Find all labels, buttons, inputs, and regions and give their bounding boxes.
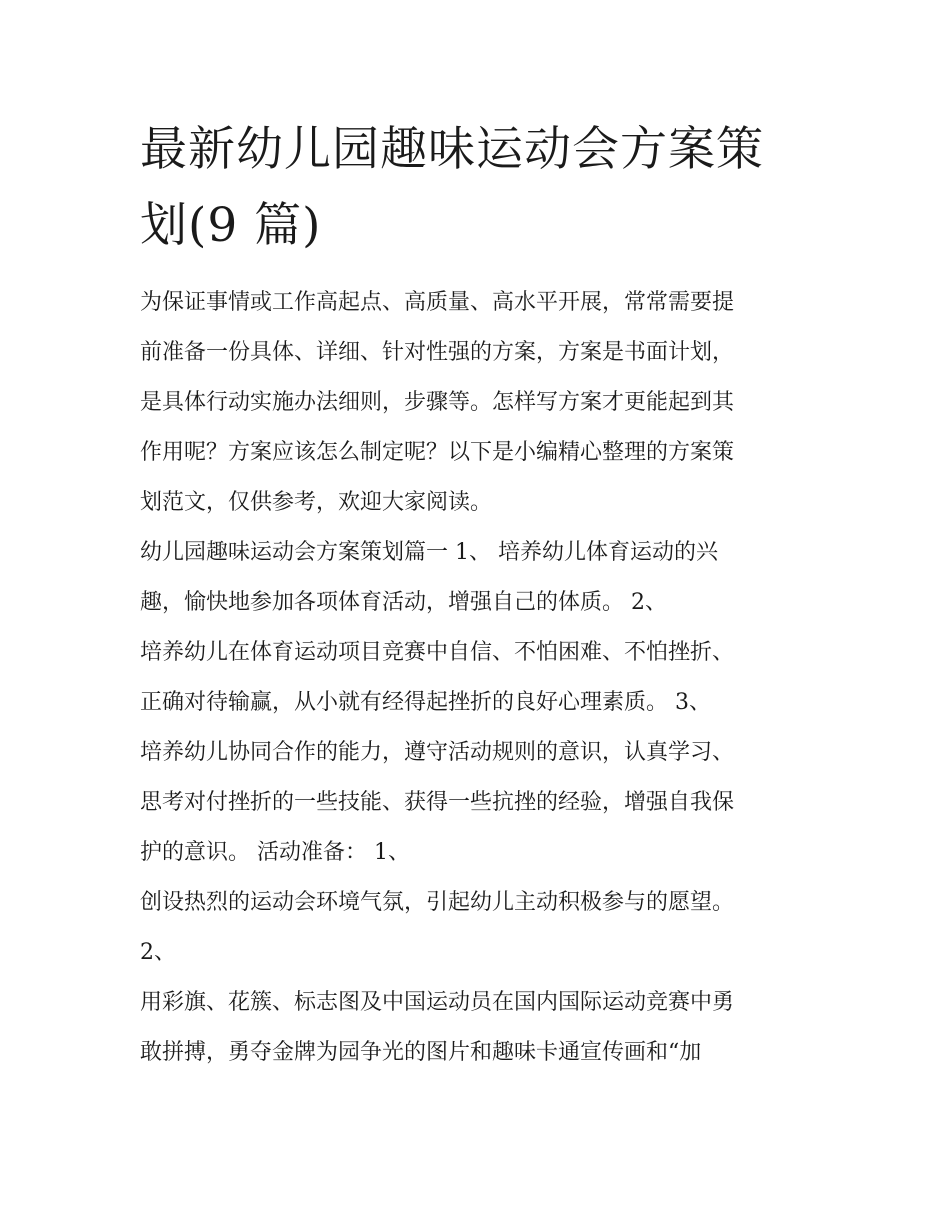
body-line: 正确对待输赢，从小就有经得起挫折的良好心理素质。 3、 [140, 690, 711, 715]
body-line: 划范文，仅供参考，欢迎大家阅读。 [140, 490, 493, 515]
body-line: 创设热烈的运动会环境气氛，引起幼儿主动积极参与的愿望。 [140, 890, 735, 915]
document-body [140, 278, 820, 1078]
body-line: 作用呢？方案应该怎么制定呢？以下是小编精心整理的方案策 [140, 440, 735, 465]
body-line: 幼儿园趣味运动会方案策划篇一 1、 培养幼儿体育运动的兴 [140, 540, 718, 565]
title-line-1: 最新幼儿园趣味运动会方案策 [140, 122, 764, 177]
body-line: 前准备一份具体、详细、针对性强的方案，方案是书面计划， [140, 340, 735, 365]
document-title [140, 112, 820, 264]
body-line: 护的意识。 活动准备： 1、 [140, 840, 410, 865]
body-line: 敢拼搏，勇夺金牌为园争光的图片和趣味卡通宣传画和“加 [140, 1040, 702, 1065]
body-line: 用彩旗、花簇、标志图及中国运动员在国内国际运动竞赛中勇 [140, 990, 735, 1015]
body-line: 培养幼儿协同合作的能力，遵守活动规则的意识，认真学习、 [140, 740, 735, 765]
body-line: 为保证事情或工作高起点、高质量、高水平开展，常常需要提 [140, 290, 735, 315]
body-line: 思考对付挫折的一些技能、获得一些抗挫的经验，增强自我保 [140, 790, 735, 815]
body-line: 培养幼儿在体育运动项目竞赛中自信、不怕困难、不怕挫折、 [140, 640, 735, 665]
body-line: 是具体行动实施办法细则，步骤等。怎样写方案才更能起到其 [140, 390, 735, 415]
body-line: 趣，愉快地参加各项体育活动，增强自己的体质。 2、 [140, 590, 667, 615]
body-line: 2、 [140, 940, 176, 965]
title-line-2: 划(9 篇) [140, 198, 322, 253]
document-page [140, 112, 820, 1078]
